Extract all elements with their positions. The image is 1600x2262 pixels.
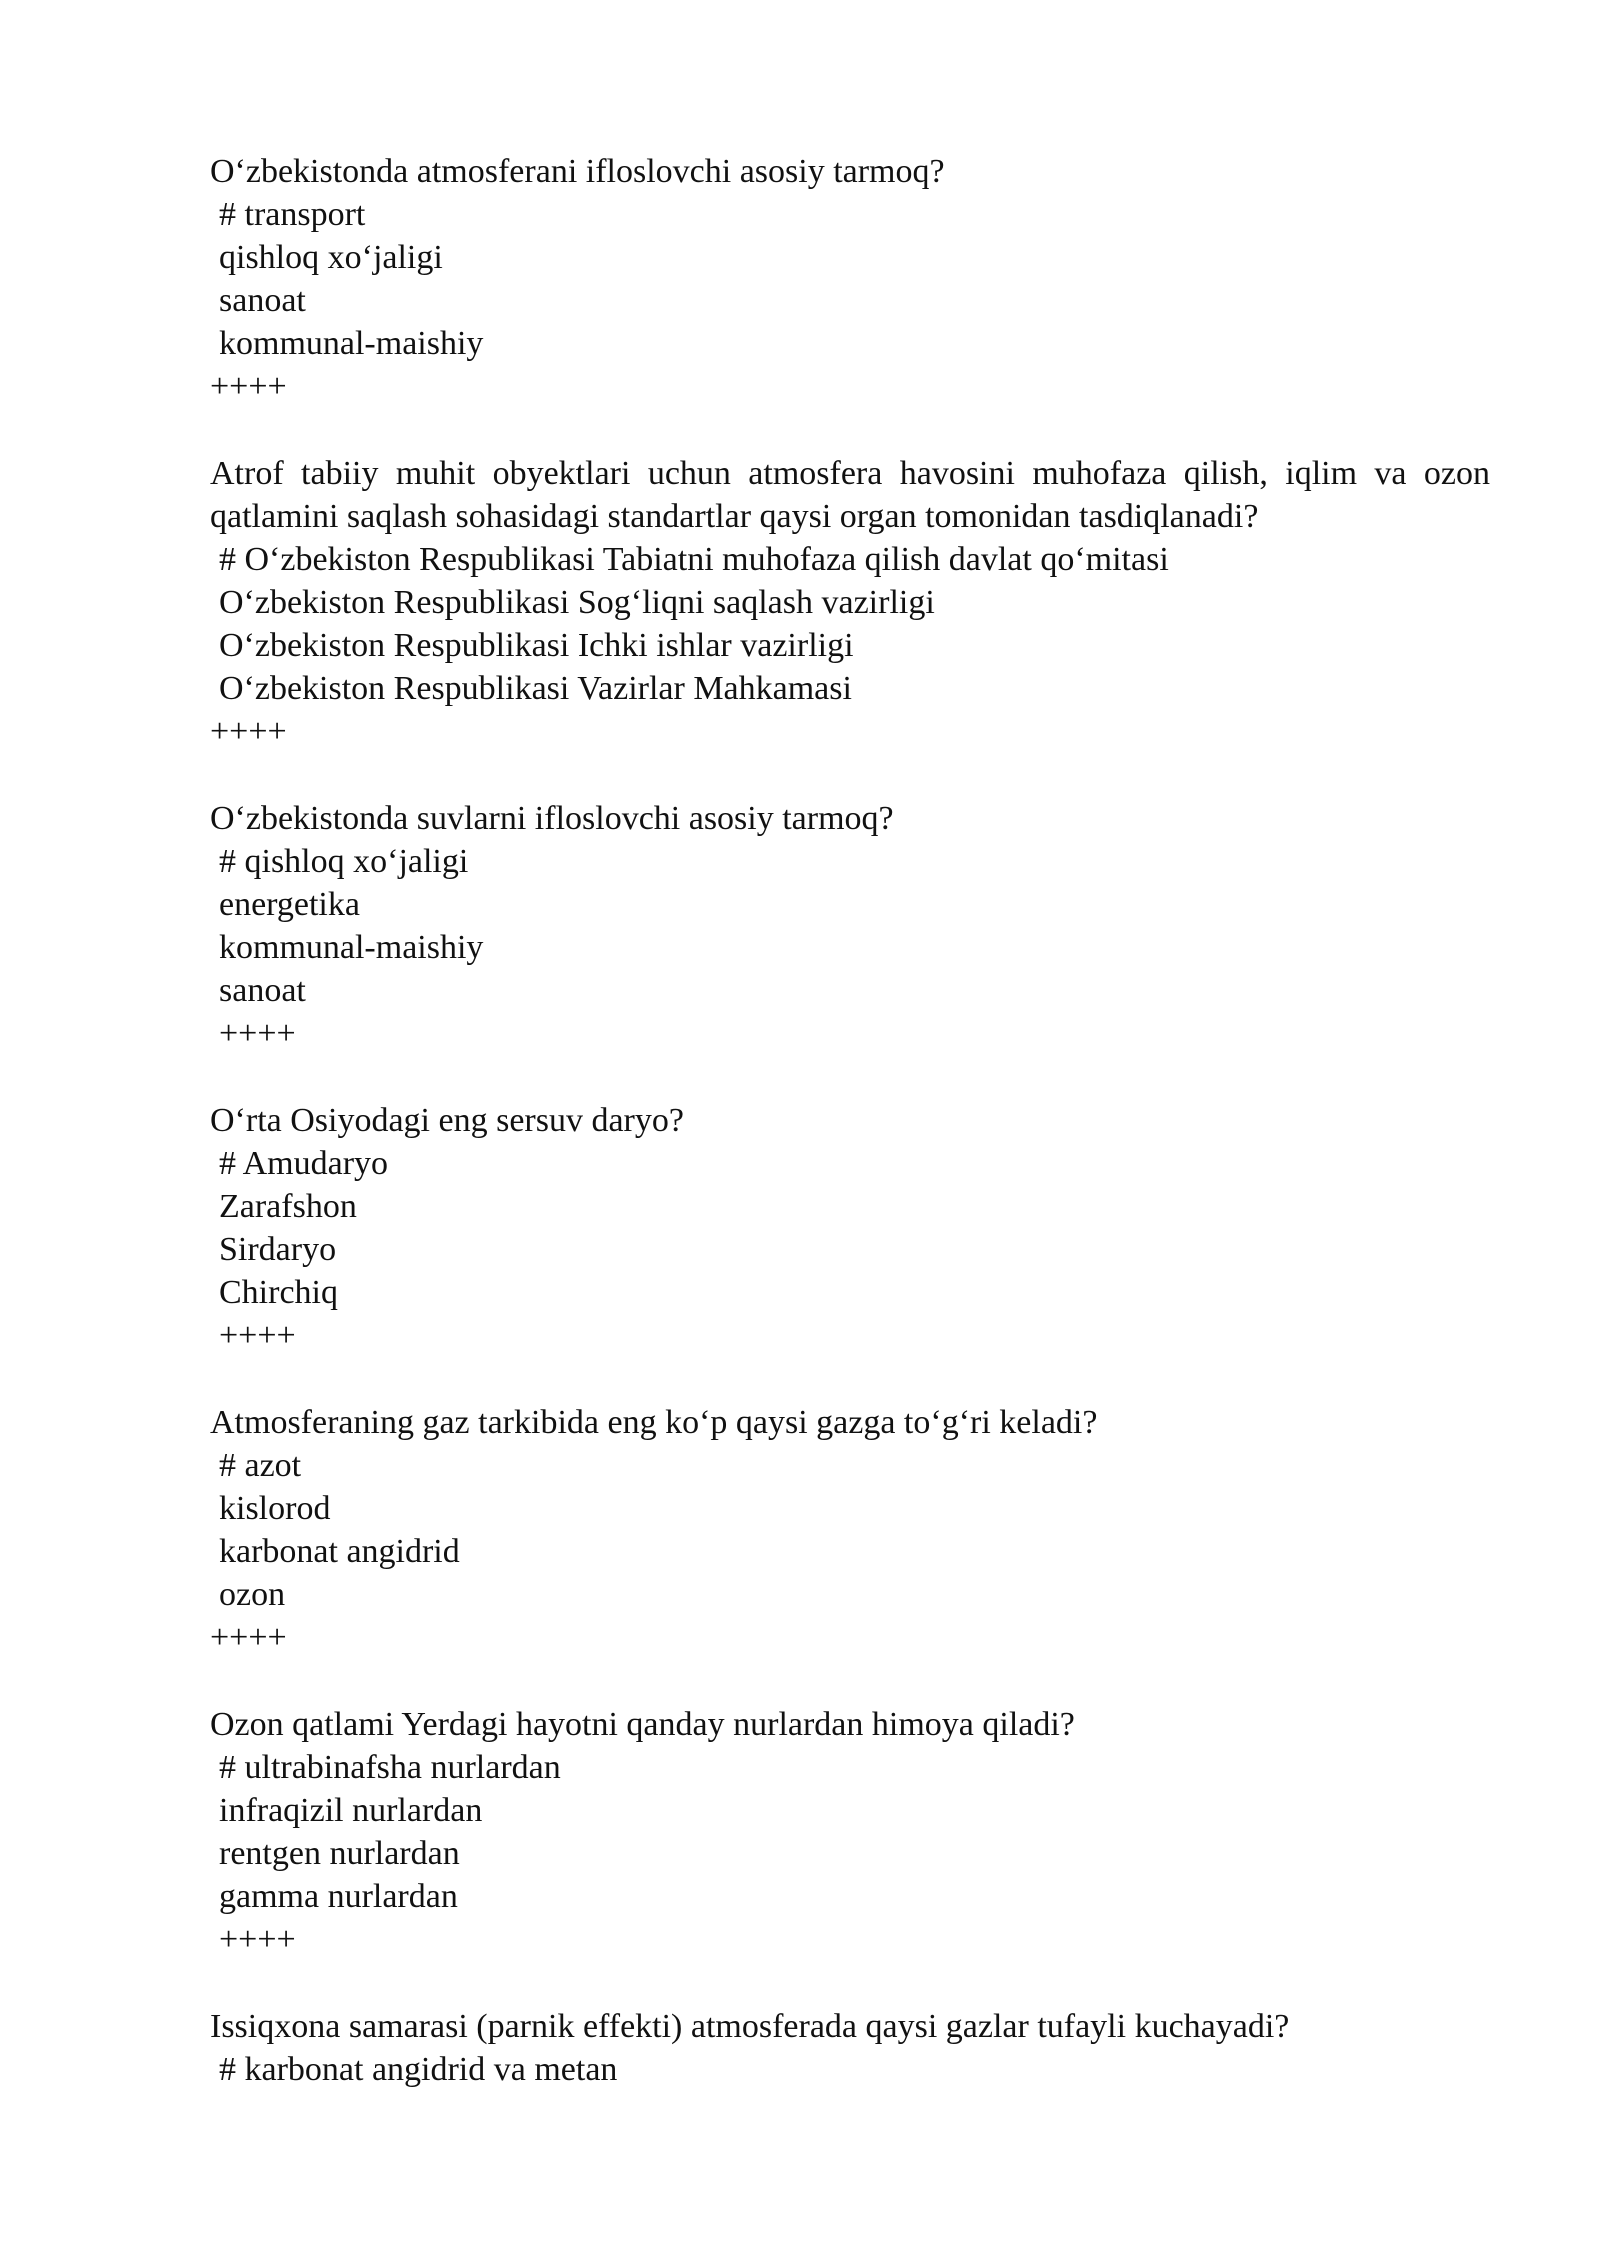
- answer-option: sanoat: [219, 972, 306, 1009]
- question-text: Atmosferaning gaz tarkibida eng ko‘p qaysi gazga to‘g‘ri keladi?: [210, 1404, 1098, 1441]
- answer-option: ozon: [219, 1576, 286, 1613]
- document-page: [210, 150, 1490, 2135]
- answer-option: energetika: [219, 886, 360, 923]
- answer-option: O‘zbekiston Respublikasi Ichki ishlar vazirligi: [219, 627, 854, 664]
- question-block: [210, 797, 1490, 1055]
- question-block: [210, 1099, 1490, 1357]
- question-text: Atrof tabiiy muhit obyektlari uchun atmosfera havosini muhofaza qilish, iqlim va ozon qatlamini saqlash sohasidagi standartlar qaysi organ tomonidan tasdiqlanadi?: [210, 455, 1490, 535]
- question-block: [210, 1401, 1490, 1659]
- answer-option-correct: # ultrabinafsha nurlardan: [219, 1749, 561, 1786]
- question-block: [210, 452, 1490, 753]
- question-separator: ++++: [210, 1619, 287, 1656]
- answer-option-correct: # karbonat angidrid va metan: [219, 2051, 618, 2088]
- answer-option: O‘zbekiston Respublikasi Vazirlar Mahkamasi: [219, 670, 852, 707]
- question-text: Issiqxona samarasi (parnik effekti) atmosferada qaysi gazlar tufayli kuchayadi?: [210, 2008, 1290, 2045]
- answer-option-correct: # transport: [219, 196, 366, 233]
- question-block: [210, 1703, 1490, 1961]
- answer-option: Chirchiq: [219, 1274, 338, 1311]
- answer-option-correct: # O‘zbekiston Respublikasi Tabiatni muhofaza qilish davlat qo‘mitasi: [219, 541, 1169, 578]
- question-block: [210, 2005, 1490, 2091]
- answer-option: kommunal-maishiy: [219, 325, 484, 362]
- answer-option: infraqizil nurlardan: [219, 1792, 483, 1829]
- answer-option: Sirdaryo: [219, 1231, 337, 1268]
- question-separator: ++++: [219, 1015, 296, 1052]
- answer-option: kommunal-maishiy: [219, 929, 484, 966]
- answer-option-correct: # Amudaryo: [219, 1145, 389, 1182]
- question-text: Ozon qatlami Yerdagi hayotni qanday nurlardan himoya qiladi?: [210, 1706, 1075, 1743]
- answer-option-correct: # qishloq xo‘jaligi: [219, 843, 469, 880]
- answer-option: rentgen nurlardan: [219, 1835, 460, 1872]
- answer-option: qishloq xo‘jaligi: [219, 239, 443, 276]
- question-separator: ++++: [219, 1317, 296, 1354]
- question-block: [210, 150, 1490, 408]
- answer-option: kislorod: [219, 1490, 331, 1527]
- question-text: O‘rta Osiyodagi eng sersuv daryo?: [210, 1102, 684, 1139]
- question-text: O‘zbekistonda atmosferani ifloslovchi asosiy tarmoq?: [210, 153, 945, 190]
- question-separator: ++++: [210, 368, 287, 405]
- answer-option: sanoat: [219, 282, 306, 319]
- answer-option: karbonat angidrid: [219, 1533, 460, 1570]
- question-separator: ++++: [210, 713, 287, 750]
- answer-option: Zarafshon: [219, 1188, 357, 1225]
- answer-option: O‘zbekiston Respublikasi Sog‘liqni saqlash vazirligi: [219, 584, 935, 621]
- question-text: O‘zbekistonda suvlarni ifloslovchi asosiy tarmoq?: [210, 800, 894, 837]
- question-separator: ++++: [219, 1921, 296, 1958]
- answer-option-correct: # azot: [219, 1447, 302, 1484]
- answer-option: gamma nurlardan: [219, 1878, 458, 1915]
